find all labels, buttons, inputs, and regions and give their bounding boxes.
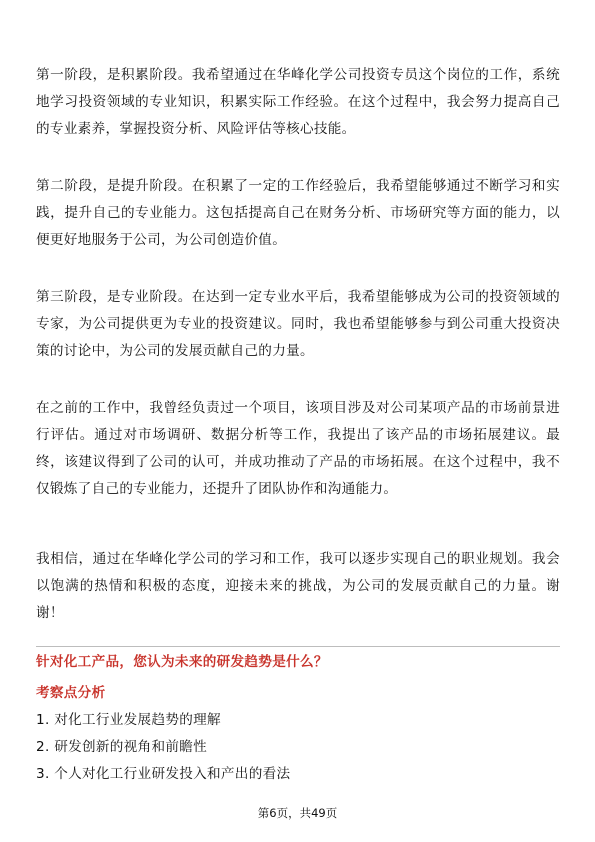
analysis-heading: 考察点分析: [36, 685, 106, 701]
analysis-point: 3. 个人对化工行业研发投入和产出的看法: [36, 766, 291, 782]
paragraph-conclusion: 我相信，通过在华峰化学公司的学习和工作，我可以逐步实现自己的职业规划。我会以饱满的热情和积极的态度，迎接未来的挑战，为公司的发展贡献自己的力量。谢谢！: [36, 551, 560, 621]
page-number-footer: 第6页，共49页: [257, 806, 338, 820]
analysis-points-list: [36, 707, 560, 788]
section-divider: [36, 646, 560, 647]
paragraph-project-experience: 在之前的工作中，我曾经负责过一个项目，该项目涉及对公司某项产品的市场前景进行评估。通过对市场调研、数据分析等工作，我提出了该产品的市场拓展建议。最终，该建议得到了公司的认可，并成功推动了产品的市场拓展。在这个过程中，我不仅锻炼了自己的专业能力，还提升了团队协作和沟通能力。: [36, 400, 560, 497]
paragraph-stage-two: 第二阶段，是提升阶段。在积累了一定的工作经验后，我希望能够通过不断学习和实践，提升自己的专业能力。这包括提高自己在财务分析、市场研究等方面的能力，以便更好地服务于公司，为公司创造价值。: [36, 178, 560, 248]
interview-question: 针对化工产品，您认为未来的研发趋势是什么？: [36, 654, 328, 670]
paragraph-stage-one: 第一阶段，是积累阶段。我希望通过在华峰化学公司投资专员这个岗位的工作，系统地学习投资领域的专业知识，积累实际工作经验。在这个过程中，我会努力提高自己的专业素养，掌握投资分析、风险评估等核心技能。: [36, 67, 560, 137]
paragraph-stage-three: 第三阶段，是专业阶段。在达到一定专业水平后，我希望能够成为公司的投资领域的专家，为公司提供更为专业的投资建议。同时，我也希望能够参与到公司重大投资决策的讨论中，为公司的发展贡献自己的力量。: [36, 289, 560, 359]
analysis-point: 1. 对化工行业发展趋势的理解: [36, 712, 221, 728]
analysis-point: 2. 研发创新的视角和前瞻性: [36, 739, 208, 755]
